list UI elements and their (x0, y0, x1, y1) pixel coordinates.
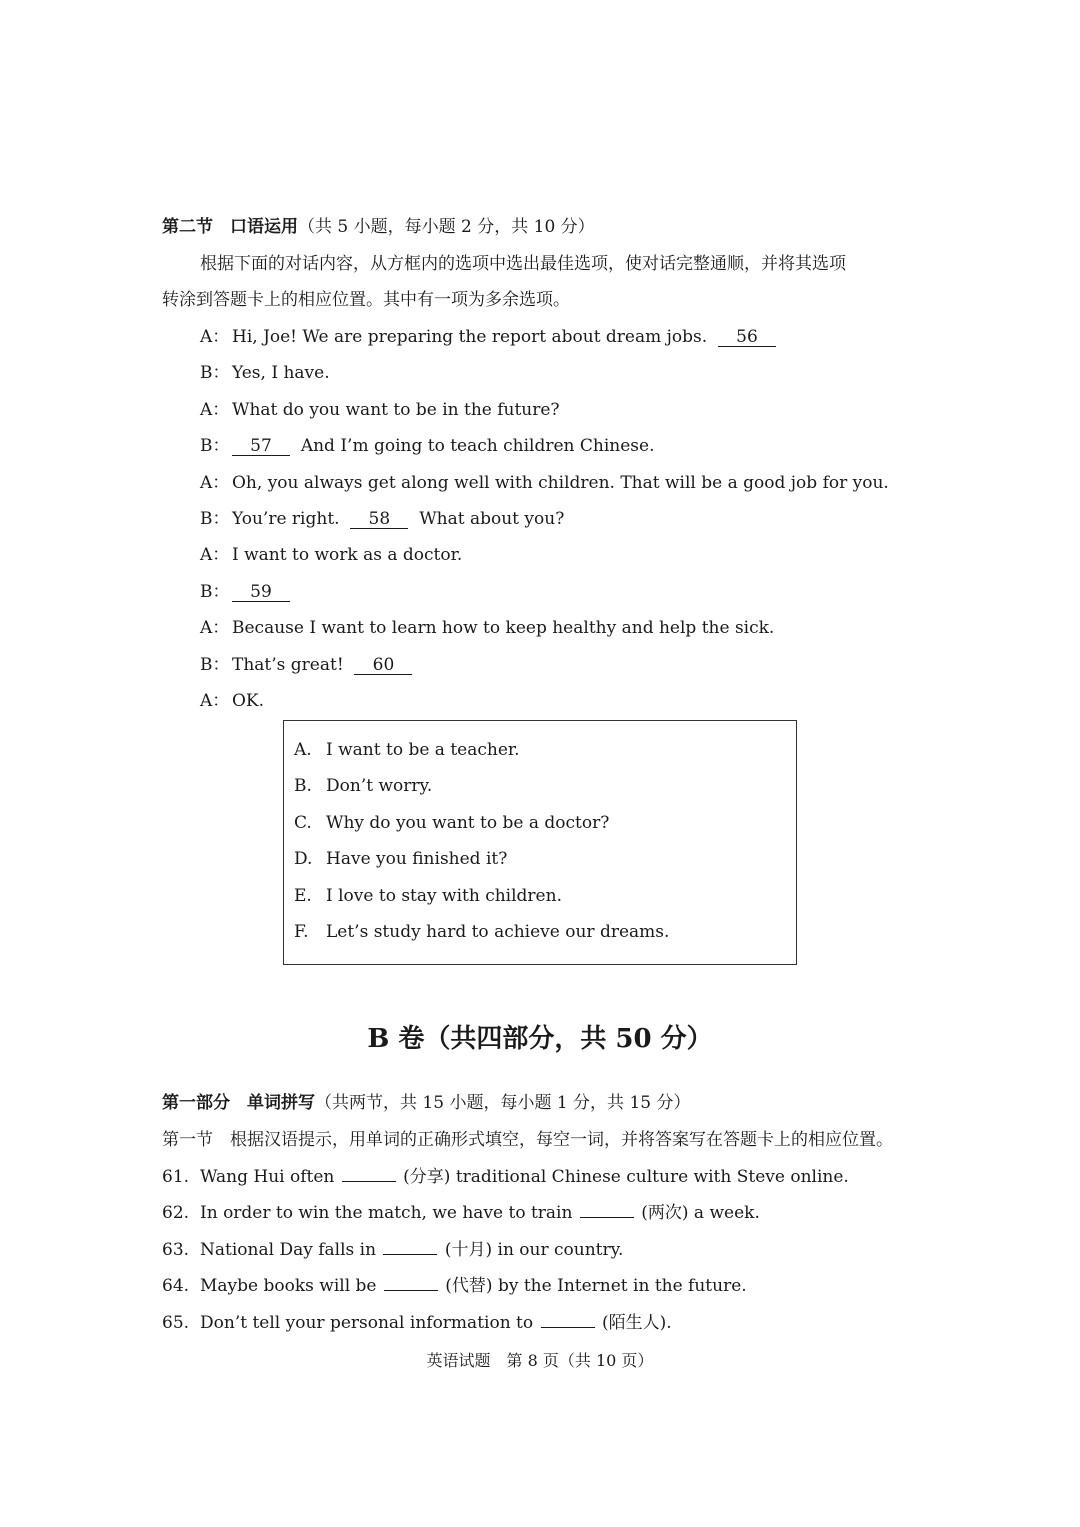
question-number: 63. (162, 1239, 190, 1260)
instruction-line-2: 转涂到答题卡上的相应位置。其中有一项为多余选项。 (162, 290, 570, 310)
dialogue-text: Oh, you always get along well with children. That will be a good job for you. (232, 472, 889, 493)
option-item (294, 812, 609, 834)
dialogue-line (200, 654, 412, 676)
answer-blank[interactable]: 56 (718, 328, 776, 347)
answer-blank[interactable] (580, 1201, 634, 1218)
option-letter: B. (294, 776, 312, 797)
section2-heading (162, 216, 595, 238)
speaker-label: B： (200, 436, 230, 457)
option-letter: A. (294, 740, 312, 760)
question-number: 64. (162, 1276, 190, 1297)
question-hint: (陌生人). (601, 1312, 672, 1333)
section1-instruction: 第一节 根据汉语提示，用单词的正确形式填空，每空一词，并将答案写在答题卡上的相应位置。 (162, 1130, 893, 1150)
option-text: Have you finished it? (326, 849, 508, 870)
answer-blank[interactable]: 60 (354, 656, 412, 675)
dialogue-text: Hi, Joe! We are preparing the report about dream jobs. (232, 327, 708, 347)
option-item (294, 848, 507, 870)
question-number: 62. (162, 1203, 190, 1224)
dialogue-text: I want to work as a doctor. (232, 545, 463, 566)
speaker-label: A： (200, 327, 230, 347)
dialogue-line (200, 326, 776, 348)
part1-score: （共两节，共 15 小题，每小题 1 分，共 15 分） (315, 1093, 691, 1113)
question-item (162, 1238, 623, 1261)
page-footer: 英语试题 第 8 页（共 10 页） (426, 1351, 654, 1370)
dialogue-line (200, 508, 564, 530)
question-hint: (分享) traditional Chinese culture with Steve online. (403, 1167, 849, 1187)
speaker-label: A： (200, 472, 230, 493)
speaker-label: A： (200, 545, 230, 566)
answer-blank[interactable]: 59 (232, 583, 290, 602)
speaker-label: B： (200, 363, 230, 384)
dialogue-line (200, 362, 330, 384)
option-text: I want to be a teacher. (326, 740, 520, 760)
part1-heading (162, 1092, 691, 1114)
part1-title: 第一部分 单词拼写 (162, 1093, 315, 1113)
question-text: Don’t tell your personal information to (200, 1312, 534, 1333)
paper-b-title: B 卷（共四部分，共 50 分） (367, 1024, 713, 1054)
dialogue-line (200, 435, 654, 457)
option-text: Let’s study hard to achieve our dreams. (326, 922, 670, 942)
question-text: In order to win the match, we have to train (200, 1203, 573, 1224)
option-text: Why do you want to be a doctor? (326, 812, 610, 833)
dialogue-text: OK. (232, 691, 265, 711)
dialogue-line (200, 581, 290, 603)
option-letter: D. (294, 849, 313, 870)
options-box (283, 720, 797, 965)
dialogue-text: Because I want to learn how to keep healthy and help the sick. (232, 618, 775, 639)
dialogue-line (200, 472, 889, 494)
speaker-label: A： (200, 618, 230, 639)
section2-score: （共 5 小题，每小题 2 分，共 10 分） (298, 217, 595, 237)
dialogue-line (200, 544, 462, 566)
question-hint: (两次) a week. (641, 1203, 760, 1224)
section2-title: 第二节 口语运用 (162, 217, 298, 237)
option-text: Don’t worry. (326, 776, 433, 797)
dialogue-text: That’s great! (232, 654, 344, 675)
answer-blank[interactable] (384, 1274, 438, 1291)
option-item (294, 885, 562, 907)
dialogue-text: What do you want to be in the future? (232, 399, 560, 420)
dialogue-text: Yes, I have. (232, 363, 330, 384)
option-letter: F. (294, 922, 309, 942)
question-text: Wang Hui often (200, 1167, 335, 1187)
dialogue-text: You’re right. (232, 509, 340, 529)
question-number: 61. (162, 1167, 190, 1187)
question-item (162, 1311, 672, 1334)
option-letter: C. (294, 812, 312, 833)
option-text: I love to stay with children. (326, 885, 562, 906)
question-text: Maybe books will be (200, 1276, 377, 1297)
dialogue-text: And I’m going to teach children Chinese. (300, 436, 655, 457)
question-item (162, 1274, 747, 1297)
dialogue-text: What about you? (419, 509, 565, 529)
speaker-label: B： (200, 654, 230, 675)
answer-blank[interactable]: 58 (350, 510, 408, 529)
dialogue-line (200, 617, 774, 639)
answer-blank[interactable] (383, 1238, 437, 1255)
answer-blank[interactable] (342, 1165, 396, 1182)
speaker-label: B： (200, 509, 230, 529)
dialogue-line (200, 399, 560, 421)
option-item (294, 921, 669, 943)
speaker-label: A： (200, 691, 230, 711)
instruction-line-1: 根据下面的对话内容，从方框内的选项中选出最佳选项，使对话完整通顺，并将其选项 (200, 254, 846, 274)
question-text: National Day falls in (200, 1239, 377, 1260)
answer-blank[interactable]: 57 (232, 437, 290, 456)
dialogue-line (200, 690, 264, 712)
speaker-label: A： (200, 399, 230, 420)
option-item (294, 775, 432, 797)
question-hint: (十月) in our country. (444, 1239, 624, 1260)
option-item (294, 739, 520, 761)
question-item (162, 1165, 849, 1188)
option-letter: E. (294, 885, 312, 906)
question-hint: (代替) by the Internet in the future. (445, 1276, 747, 1297)
speaker-label: B： (200, 581, 230, 602)
question-number: 65. (162, 1312, 190, 1333)
question-item (162, 1201, 760, 1224)
answer-blank[interactable] (541, 1311, 595, 1328)
